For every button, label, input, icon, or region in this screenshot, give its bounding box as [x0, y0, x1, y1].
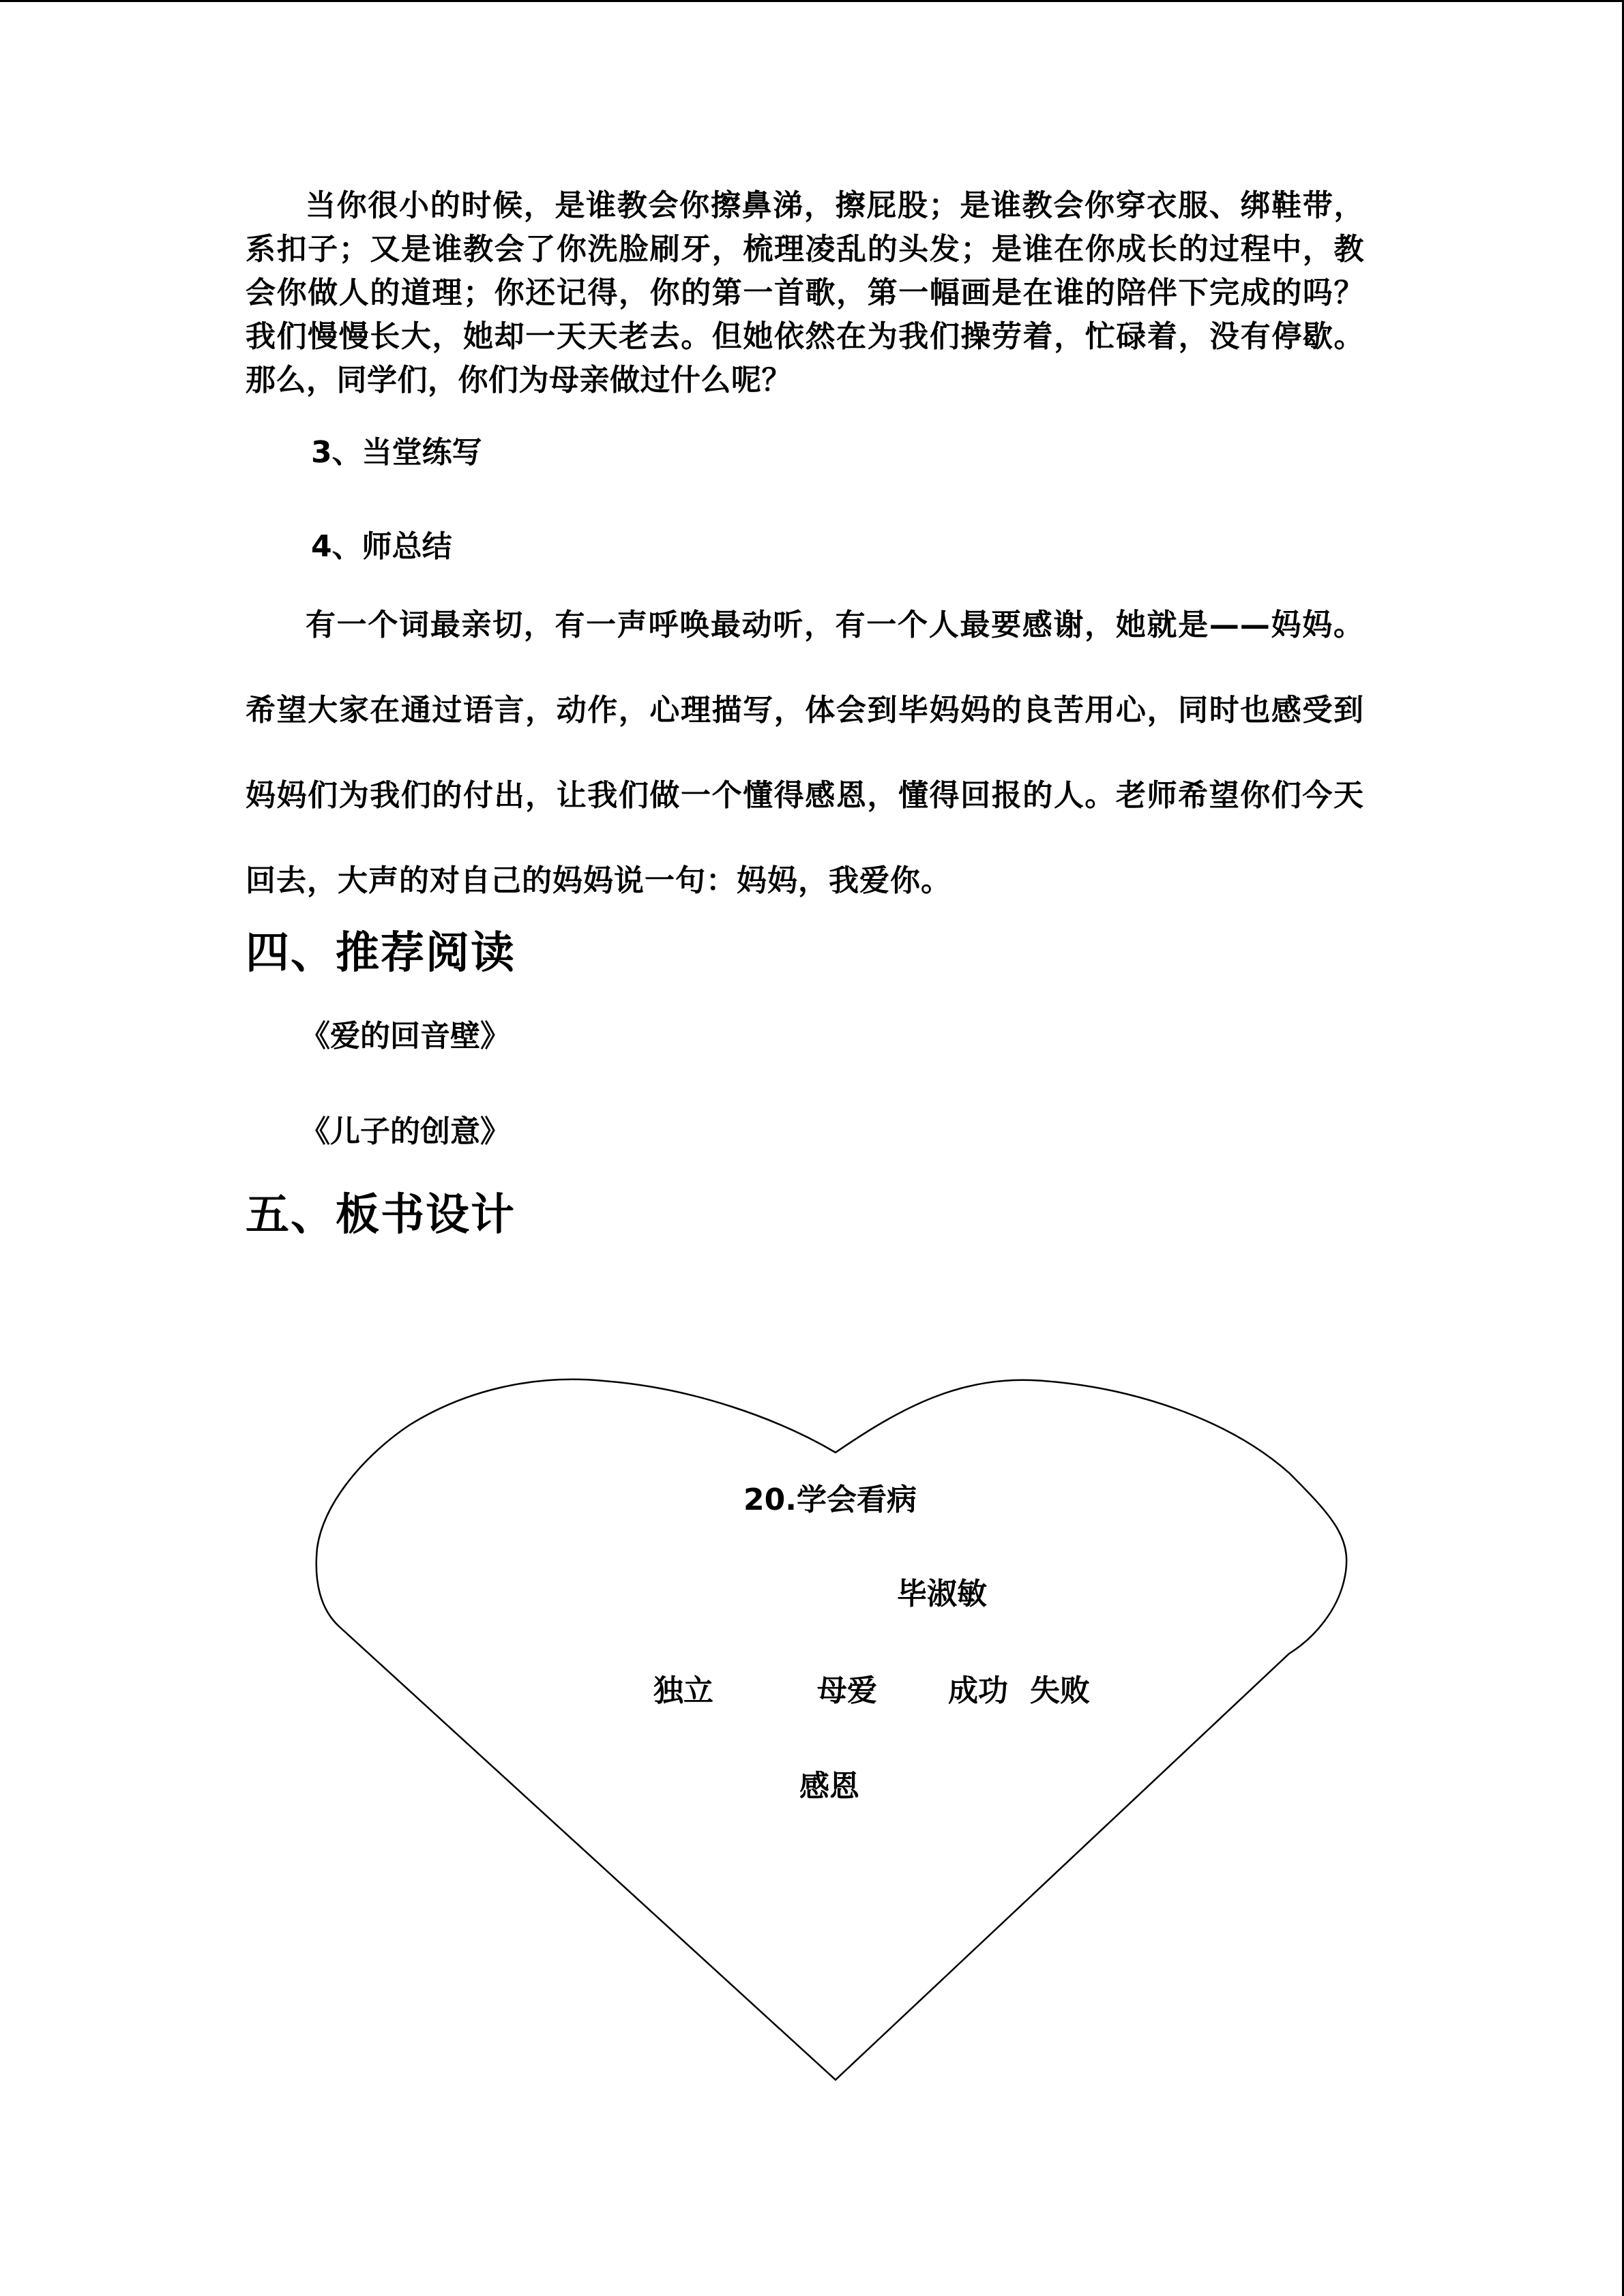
section-heading-board-design: 五、板书设计	[246, 1190, 516, 1240]
step-4-summary-heading: 4、师总结	[311, 529, 452, 564]
board-title: 20.学会看病	[743, 1482, 917, 1517]
board-design-heart	[314, 1377, 1354, 2083]
board-word-maternal-love: 母爱	[817, 1673, 877, 1708]
board-word-gratitude: 感恩	[799, 1769, 859, 1804]
section-heading-recommended-reading: 四、推荐阅读	[246, 928, 516, 979]
step-3-practice: 3、当堂练写	[311, 435, 482, 470]
board-word-success: 成功	[948, 1673, 1008, 1708]
board-author: 毕淑敏	[897, 1577, 987, 1611]
intro-paragraph: 当你很小的时候，是谁教会你擦鼻涕，擦屁股；是谁教会你穿衣服、绑鞋带，系扣子；又是谁教会了你洗脸刷牙，梳理凌乱的头发；是谁在你成长的过程中，教会你做人的道理；你还记得，你的第一首歌，第一幅画是在谁的陪伴下完成的吗？我们慢慢长大，她却一天天老去。但她依然在为我们操劳着，忙碌着，没有停歇。那么，同学们，你们为母亲做过什么呢？	[246, 188, 1364, 398]
document-page	[246, 184, 1364, 1242]
board-word-independence: 独立	[653, 1673, 713, 1708]
board-word-failure: 失败	[1030, 1673, 1090, 1708]
summary-paragraph: 有一个词最亲切，有一声呼唤最动听，有一个人最要感谢，她就是——妈妈。希望大家在通过语言，动作，心理描写，体会到毕妈妈的良苦用心，同时也感受到妈妈们为我们的付出，让我们做一个懂得感恩，懂得回报的人。老师希望你们今天回去，大声的对自己的妈妈说一句：妈妈，我爱你。	[246, 608, 1364, 898]
page-border-top	[0, 0, 1624, 2]
book-title-2: 《儿子的创意》	[300, 1114, 510, 1149]
book-title-1: 《爱的回音壁》	[300, 1019, 510, 1054]
